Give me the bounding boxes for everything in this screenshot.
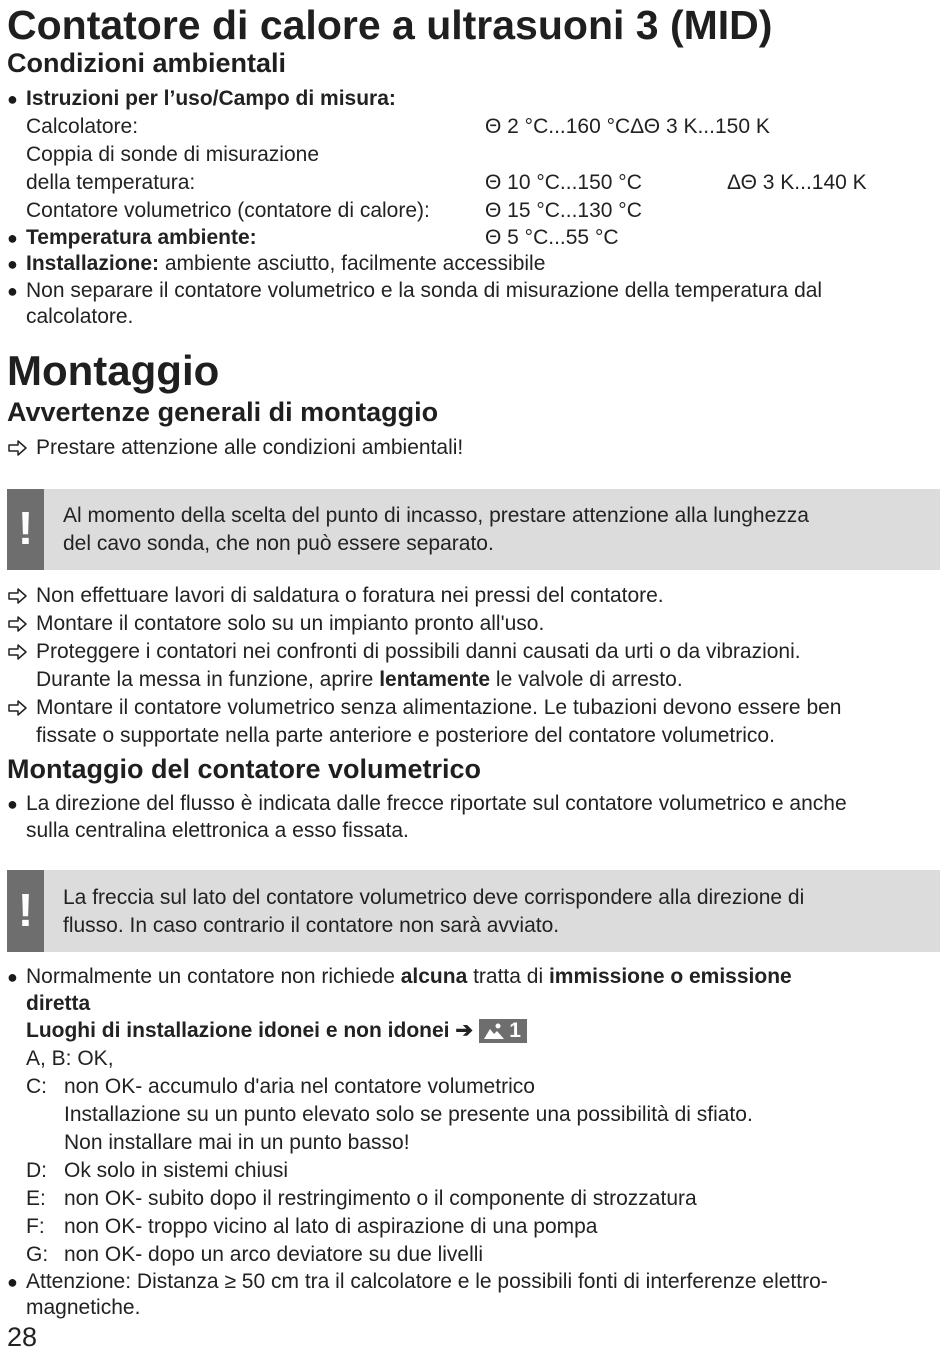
hollow-arrow-icon: [7, 582, 29, 610]
page-title: Contatore di calore a ultrasuoni 3 (MID): [7, 2, 773, 48]
hollow-arrow-icon: [7, 638, 29, 666]
place-row-text: non OK- accumulo d'aria nel contatore volumetrico: [64, 1075, 535, 1098]
warning-cable-line1: Al momento della scelta del punto di incasso, prestare attenzione alla lunghezza: [63, 504, 809, 527]
straight-section-line1: [26, 963, 792, 991]
note-bold: immissione o emissione: [548, 965, 792, 988]
note-bold-slowly: lentamente: [379, 668, 491, 691]
note-text: tratta di: [467, 965, 549, 988]
volume-meter-range: Θ 15 °C...130 °C: [485, 199, 642, 222]
mounting-note-4-line2: [36, 666, 683, 694]
bullet-icon: ●: [7, 281, 18, 301]
place-row-key: G:: [26, 1243, 49, 1266]
probe-delta-range: ΔΘ 3 K...140 K: [727, 171, 867, 194]
place-row-text: non OK- subito dopo il restringimento o il componente di strozzatura: [64, 1187, 697, 1210]
mounting-note-1: Prestare attenzione alle condizioni ambientali!: [36, 436, 464, 459]
flow-direction-line2: sulla centralina elettronica a esso fissata.: [26, 819, 409, 842]
bullet-icon: ●: [7, 254, 18, 274]
installation-text: ambiente asciutto, facilmente accessibile: [159, 252, 546, 275]
hollow-arrow-icon: [7, 694, 29, 722]
probe-label-line2: della temperatura:: [26, 171, 196, 194]
straight-section-line2: diretta: [26, 992, 91, 1015]
mounting-note-2: Non effettuare lavori di saldatura o foratura nei pressi del contatore.: [36, 584, 664, 607]
mounting-note-5-line2: fissate o supportate nella parte anteriore e posteriore del contatore volumetrico.: [36, 724, 775, 747]
bullet-icon: ●: [7, 1272, 18, 1292]
mounting-note-3: Montare il contatore solo su un impianto pronto all'uso.: [36, 612, 545, 635]
place-row-key: E:: [26, 1187, 46, 1210]
place-row-text: non OK- troppo vicino al lato di aspirazione di una pompa: [64, 1215, 598, 1238]
hollow-arrow-icon: [7, 434, 29, 462]
section-heading-mounting: Montaggio: [7, 347, 220, 394]
calculator-label: Calcolatore:: [26, 115, 139, 138]
warning-box-arrow: [7, 870, 940, 952]
place-row-text: Ok solo in sistemi chiusi: [64, 1159, 289, 1182]
note-text: Durante la messa in funzione, aprire: [36, 668, 380, 691]
note-text: le valvole di arresto.: [490, 668, 683, 691]
place-row-key: F:: [26, 1215, 45, 1238]
installation-places-line: [26, 1017, 527, 1045]
warning-arrow-line2: flusso. In caso contrario il contatore non sarà avviato.: [63, 914, 560, 937]
bullet-icon: ●: [7, 89, 18, 109]
usage-range-label: Istruzioni per l’uso/Campo di misura:: [26, 87, 396, 110]
attention-line1: Attenzione: Distanza ≥ 50 cm tra il calcolatore e le possibili fonti di interferenze elettro-: [26, 1270, 828, 1293]
exclamation-icon: !: [17, 502, 34, 554]
installation-label: Installazione:: [26, 252, 160, 275]
place-row-text: non OK- dopo un arco deviatore su due livelli: [64, 1243, 484, 1266]
place-row-text: Non installare mai in un punto basso!: [64, 1131, 410, 1154]
arrow-right-icon: ➔: [455, 1019, 473, 1042]
bullet-icon: ●: [7, 228, 18, 248]
place-row-key: C:: [26, 1075, 47, 1098]
page-number: 28: [7, 1322, 38, 1352]
figure-reference-badge: [479, 1019, 527, 1043]
section-heading-volume-meter: Montaggio del contatore volumetrico: [7, 754, 482, 784]
probe-label-line1: Coppia di sonde di misurazione: [26, 143, 320, 166]
flow-direction-line1: La direzione del flusso è indicata dalle frecce riportate sul contatore volumetrico e anche: [26, 792, 847, 815]
warning-arrow-line1: La freccia sul lato del contatore volumetrico deve corrispondere alla direzione di: [63, 886, 805, 909]
calculator-range: Θ 2 °C...160 °CΔΘ 3 K...150 K: [485, 115, 770, 138]
installation-places-label: Luoghi di installazione idonei e non idonei: [26, 1019, 450, 1042]
warning-cable-line2: del cavo sonda, che non può essere separato.: [63, 532, 494, 555]
mounting-note-5-line1: Montare il contatore volumetrico senza alimentazione. Le tubazioni devono essere ben: [36, 696, 842, 719]
installation-line: [26, 250, 545, 278]
ambient-temp-label: Temperatura ambiente:: [26, 226, 257, 249]
place-row-text: Installazione su un punto elevato solo se presente una possibilità di sfiato.: [64, 1103, 753, 1126]
probe-range: Θ 10 °C...150 °C: [485, 171, 642, 194]
attention-line2: magnetiche.: [26, 1296, 141, 1319]
subheading-general-mounting: Avvertenze generali di montaggio: [7, 397, 439, 427]
volume-meter-label: Contatore volumetrico (contatore di calore):: [26, 199, 430, 222]
warning-box-cable: [7, 489, 940, 570]
hollow-arrow-icon: [7, 610, 29, 638]
separation-line2: calcolatore.: [26, 305, 134, 328]
place-row-key: A, B: OK,: [26, 1047, 114, 1070]
note-text: Normalmente un contatore non richiede: [26, 965, 401, 988]
mounting-note-4-line1: Proteggere i contatori nei confronti di possibili danni causati da urti o da vibrazioni.: [36, 640, 801, 663]
place-row-key: D:: [26, 1159, 47, 1182]
ambient-temp-range: Θ 5 °C...55 °C: [485, 226, 619, 249]
exclamation-icon: !: [17, 884, 34, 936]
note-bold: alcuna: [400, 965, 468, 988]
section-heading-environment: Condizioni ambientali: [7, 48, 287, 78]
figure-number: 1: [509, 1019, 521, 1043]
bullet-icon: ●: [7, 967, 18, 987]
bullet-icon: ●: [7, 794, 18, 814]
image-icon: [483, 1022, 505, 1040]
separation-line1: Non separare il contatore volumetrico e la sonda di misurazione della temperatura dal: [26, 279, 823, 302]
